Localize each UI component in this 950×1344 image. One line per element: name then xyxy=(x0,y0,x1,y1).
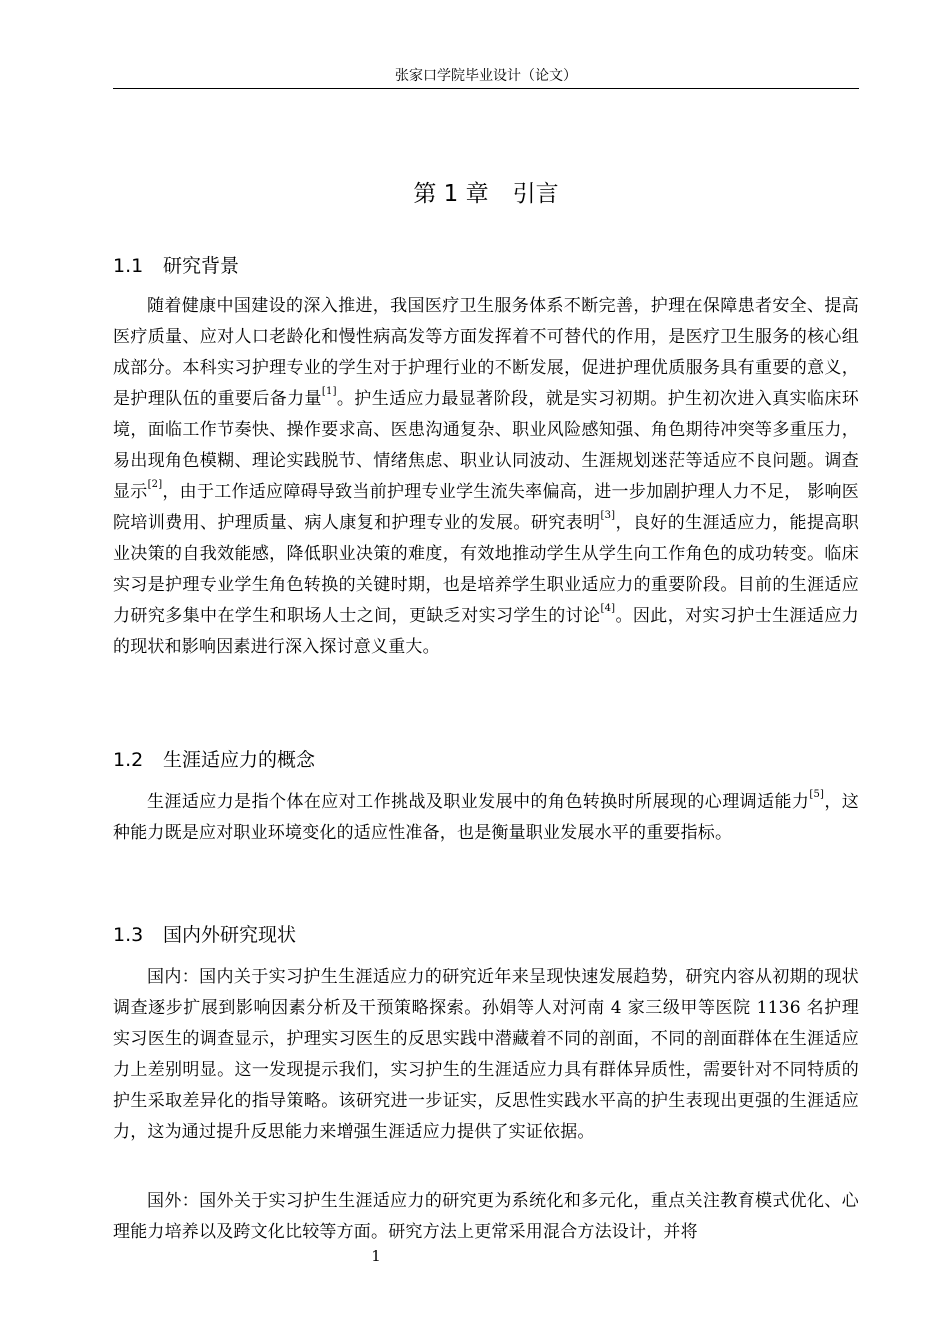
section-number: 1.2 xyxy=(113,749,144,771)
section-title: 生涯适应力的概念 xyxy=(163,749,316,771)
chapter-name: 引言 xyxy=(512,181,559,207)
section-title: 研究背景 xyxy=(163,255,240,277)
paragraph-background xyxy=(113,291,859,663)
text-run: ，这种能力既是应对职业环境变化的适应性准备，也是衡量职业发展水平的重要指标。 xyxy=(113,792,859,843)
citation: [2] xyxy=(147,479,163,490)
citation: [4] xyxy=(600,603,616,614)
section-number: 1.3 xyxy=(113,924,144,946)
text-run: 国内：国内关于实习护生生涯适应力的研究近年来呈现快速发展趋势，研究内容从初期的现状调查逐步扩展到影响因素分析及干预策略探索。孙娟等人对河南 4 家三级甲等医院 1136 名护理实习医生的调查显示，护理实习医生的反思实践中潜藏着不同的剖面，不同的剖面群体在生涯适应力上差别明显。这一发现提示我们，实习护生的生涯适应力具有群体异质性，需要针对不同特质的护生采取差异化的指导策略。该研究进一步证实，反思性实践水平高的护生表现出更强的生涯适应力，这为通过提升反思能力来增强生涯适应力提供了实证依据。 xyxy=(113,967,859,1142)
running-header: 张家口学院毕业设计（论文） xyxy=(395,68,577,84)
text-run: ，良好的生涯适应力，能提高职业决策的自我效能感，降低职业决策的难度，有效地推动学生从学生向工作角色的成功转变。临床实习是护理专业学生角色转换的关键时期，也是培养学生职业适应力的重要阶段。目前的生涯适应力研究多集中在学生和职场人士之间，更缺乏对实习学生的讨论 xyxy=(113,513,859,626)
section-heading-1-1 xyxy=(113,252,859,280)
section-title: 国内外研究现状 xyxy=(163,924,297,946)
chapter-number: 第 1 章 xyxy=(413,181,489,207)
chapter-title xyxy=(113,178,859,210)
section-number: 1.1 xyxy=(113,255,144,277)
page-number: 1 xyxy=(371,1247,381,1265)
citation: [1] xyxy=(321,386,337,397)
text-run: 。因此，对实习护士生涯适应力的现状和影响因素进行深入探讨意义重大。 xyxy=(113,606,859,657)
paragraph-foreign-research xyxy=(113,1186,859,1248)
paragraph-domestic-research xyxy=(113,962,859,1148)
text-run: 生涯适应力是指个体在应对工作挑战及职业发展中的角色转换时所展现的心理调适能力 xyxy=(147,792,810,812)
text-run: 国外：国外关于实习护生生涯适应力的研究更为系统化和多元化，重点关注教育模式优化、心理能力培养以及跨文化比较等方面。研究方法上更常采用混合方法设计，并将 xyxy=(113,1191,859,1242)
citation: [5] xyxy=(809,789,825,800)
paragraph-concept xyxy=(113,787,859,849)
section-heading-1-3 xyxy=(113,921,859,949)
section-heading-1-2 xyxy=(113,746,859,774)
header-rule xyxy=(113,88,859,89)
text-run: 。护生适应力最显著阶段，就是实习初期。护生初次进入真实临床环境，面临工作节奏快、操作要求高、医患沟通复杂、职业风险感知强、角色期待冲突等多重压力，易出现角色模糊、理论实践脱节、情绪焦虑、职业认同波动、生涯规划迷茫等适应不良问题。调查显示 xyxy=(113,389,859,502)
citation: [3] xyxy=(600,510,616,521)
text-run: 随着健康中国建设的深入推进，我国医疗卫生服务体系不断完善，护理在保障患者安全、提高医疗质量、应对人口老龄化和慢性病高发等方面发挥着不可替代的作用，是医疗卫生服务的核心组成部分。本科实习护理专业的学生对于护理行业的不断发展，促进护理优质服务具有重要的意义，是护理队伍的重要后备力量 xyxy=(113,296,859,409)
text-run: ，由于工作适应障碍导致当前护理专业学生流失率偏高，进一步加剧护理人力不足， 影响医院培训费用、护理质量、病人康复和护理专业的发展。研究表明 xyxy=(113,482,859,533)
